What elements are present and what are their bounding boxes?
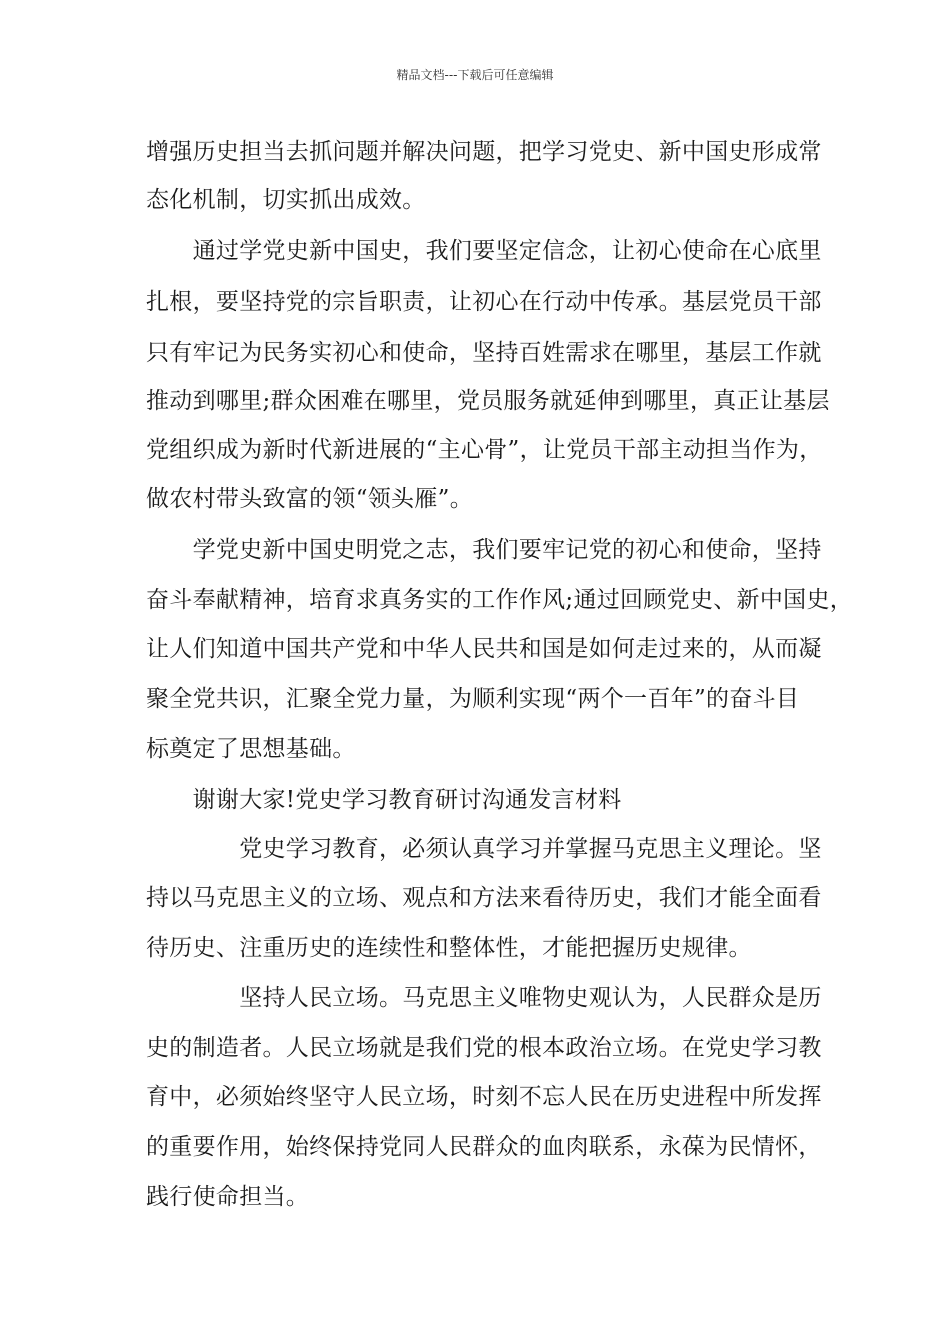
- text-line: 的重要作用，始终保持党同人民群众的血肉联系，永葆为民情怀，: [146, 1134, 822, 1160]
- text-line: 学党史新中国史明党之志，我们要牢记党的初心和使命，坚持: [146, 537, 822, 563]
- text-line: 标奠定了思想基础。: [146, 736, 356, 762]
- text-line: 增强历史担当去抓问题并解决问题，把学习党史、新中国史形成常: [146, 139, 822, 165]
- text-line: 践行使命担当。: [146, 1184, 310, 1210]
- text-line: 待历史、注重历史的连续性和整体性，才能把握历史规律。: [146, 935, 752, 961]
- text-line: 让人们知道中国共产党和中华人民共和国是如何走过来的，从而凝: [146, 636, 822, 662]
- text-line: 只有牢记为民务实初心和使命，坚持百姓需求在哪里，基层工作就: [146, 340, 822, 366]
- page-header: 精品文档---下载后可任意编辑: [396, 68, 554, 82]
- text-line: 推动到哪里;群众困难在哪里，党员服务就延伸到哪里，真正让基层: [146, 388, 830, 414]
- text-line: 党组织成为新时代新进展的“主心骨”，让党员干部主动担当作为，: [146, 437, 823, 463]
- text-line: 做农村带头致富的领“领头雁”。: [146, 486, 474, 512]
- text-line: 扎根，要坚持党的宗旨职责，让初心在行动中传承。基层党员干部: [146, 289, 822, 315]
- text-line: 坚持人民立场。马克思主义唯物史观认为，人民群众是历: [146, 985, 822, 1011]
- text-line: 聚全党共识，汇聚全党力量，为顺利实现“两个一百年”的奋斗目: [146, 686, 800, 712]
- text-line: 谢谢大家!党史学习教育研讨沟通发言材料: [146, 787, 622, 813]
- text-line: 通过学党史新中国史，我们要坚定信念，让初心使命在心底里: [146, 238, 822, 264]
- text-line: 持以马克思主义的立场、观点和方法来看待历史，我们才能全面看: [146, 885, 822, 911]
- text-line: 党史学习教育，必须认真学习并掌握马克思主义理论。坚: [146, 836, 822, 862]
- text-line: 史的制造者。人民立场就是我们党的根本政治立场。在党史学习教: [146, 1035, 822, 1061]
- text-line: 奋斗奉献精神，培育求真务实的工作作风;通过回顾党史、新中国史，: [146, 587, 854, 613]
- text-line: 育中，必须始终坚守人民立场，时刻不忘人民在历史进程中所发挥: [146, 1084, 822, 1110]
- text-line: 态化机制，切实抓出成效。: [146, 187, 426, 213]
